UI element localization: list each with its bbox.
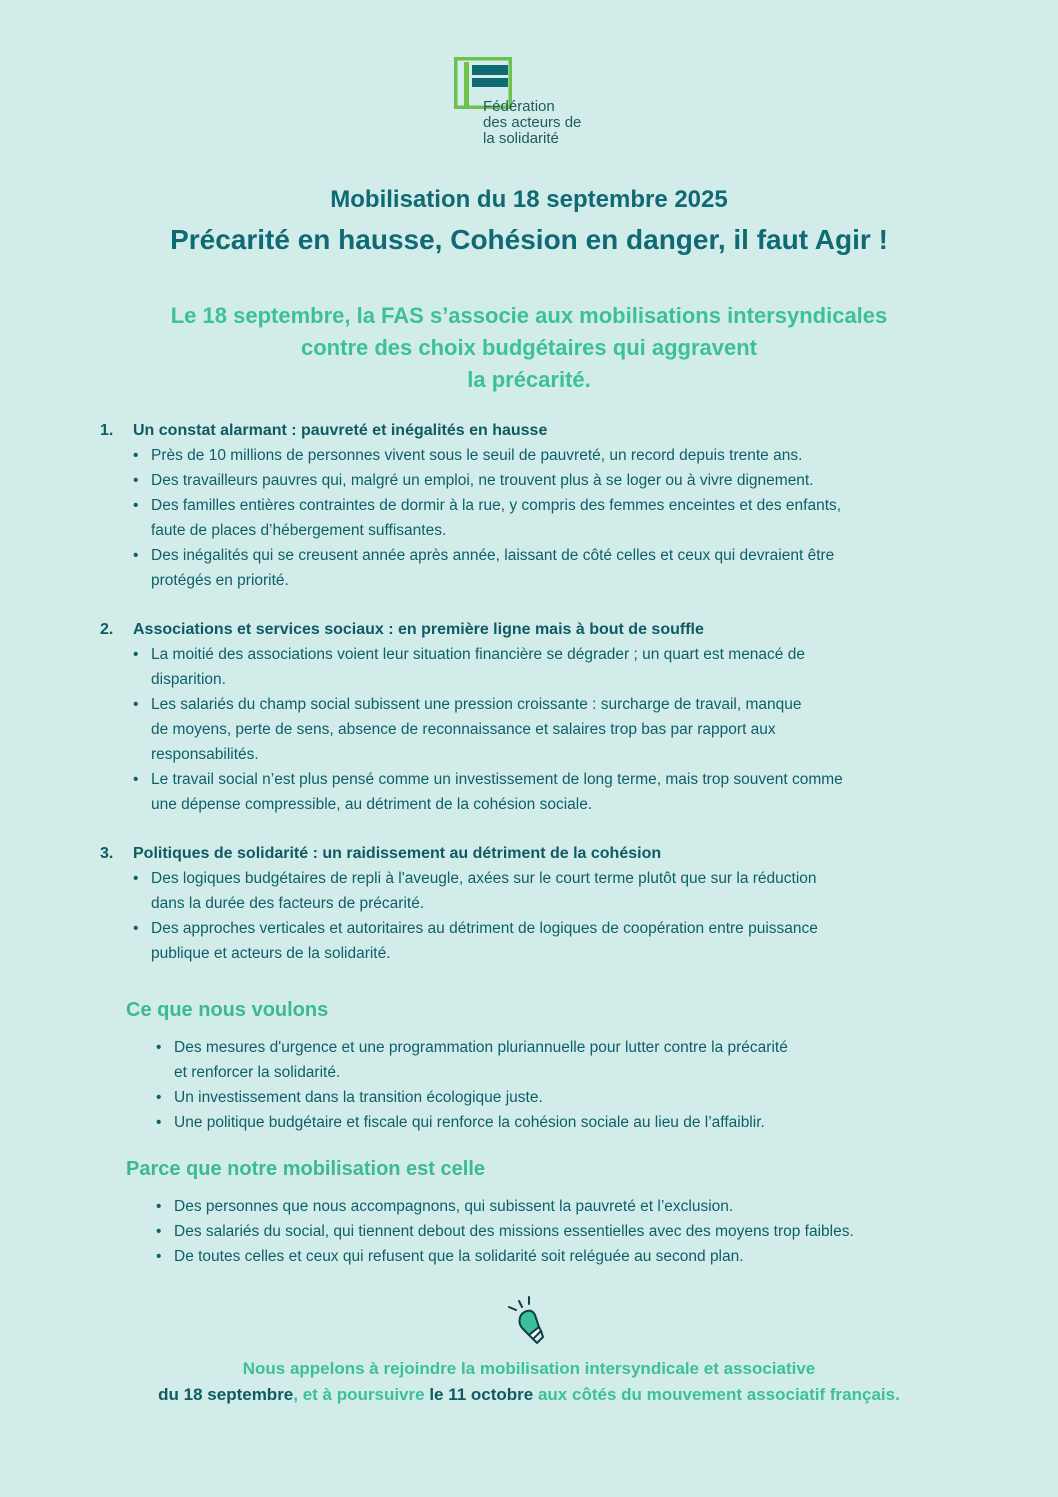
section-list: [133, 866, 960, 966]
intro-line-1: Le 18 septembre, la FAS s’associe aux mobilisations intersyndicales: [170, 303, 888, 328]
list-item-text: une dépense compressible, au détriment de la cohésion sociale.: [151, 796, 593, 813]
list-item-text: • Des logiques budgétaires de repli à l'aveugle, axées sur le court terme plutôt que sur la réduction: [151, 870, 817, 887]
intro-line-2: contre des choix budgétaires qui aggravent: [301, 335, 757, 360]
list-item: [156, 1219, 976, 1244]
list-item: [133, 443, 960, 468]
section-1: [100, 419, 960, 593]
section-2: [100, 618, 960, 817]
because-list-container: [126, 1194, 976, 1269]
list-item-text: responsabilités.: [151, 746, 259, 763]
wants-list: [156, 1035, 976, 1135]
list-item-text: dans la durée des facteurs de précarité.: [151, 895, 425, 912]
list-item-text: • Le travail social n’est plus pensé comme un investissement de long terme, mais trop souvent comme: [151, 771, 843, 788]
list-item-text: et renforcer la solidarité.: [174, 1064, 341, 1081]
closing-line-1: Nous appelons à rejoindre la mobilisation intersyndicale et associative: [242, 1359, 816, 1378]
list-item-text: • Une politique budgétaire et fiscale qui renforce la cohésion sociale au lieu de l’affaiblir.: [174, 1114, 765, 1131]
list-item-text: disparition.: [151, 671, 226, 688]
list-item-text: • La moitié des associations voient leur situation financière se dégrader ; un quart est menacé de: [151, 646, 805, 663]
section-heading: [100, 419, 960, 443]
light-bulb-icon: [505, 1293, 557, 1347]
section-title: Un constat alarmant : pauvreté et inégalités en hausse: [133, 422, 548, 439]
section-heading: [100, 842, 960, 866]
list-item-text: • Près de 10 millions de personnes vivent sous le seuil de pauvreté, un record depuis trente ans.: [151, 447, 803, 464]
section-heading: [100, 618, 960, 642]
list-item-text: faute de places d’hébergement suffisantes.: [151, 522, 447, 539]
section-number: 2.: [100, 621, 114, 638]
list-item-text: protégés en priorité.: [151, 572, 289, 589]
intro-line-3: la précarité.: [467, 367, 591, 392]
list-item: [133, 916, 960, 966]
because-list: [156, 1194, 976, 1269]
list-item: [156, 1110, 976, 1135]
list-item-text: publique et acteurs de la solidarité.: [151, 945, 391, 962]
list-item-text: • Des familles entières contraintes de dormir à la rue, y compris des femmes enceintes et des enfants,: [151, 497, 842, 514]
section-list: [133, 443, 960, 593]
list-item: [156, 1244, 976, 1269]
list-item-text: • Des mesures d'urgence et une programmation pluriannuelle pour lutter contre la précarité: [174, 1039, 788, 1056]
list-item-text: • Des travailleurs pauvres qui, malgré un emploi, ne trouvent plus à se loger ou à vivre dignement.: [151, 472, 814, 489]
list-item: [156, 1085, 976, 1110]
list-item-text: • Un investissement dans la transition écologique juste.: [174, 1089, 543, 1106]
list-item: [133, 642, 960, 692]
list-item-text: • De toutes celles et ceux qui refusent que la solidarité soit reléguée au second plan.: [174, 1248, 744, 1265]
closing-line-2: [0, 1382, 1058, 1408]
list-item-text: • Des salariés du social, qui tiennent debout des missions essentielles avec des moyens trop faibles.: [174, 1223, 854, 1240]
list-item: [133, 468, 960, 493]
title-block: [0, 184, 1058, 260]
intro-text: [100, 300, 958, 396]
section-number: 1.: [100, 422, 114, 439]
logo-wordmark: [483, 99, 581, 147]
section-title: Politiques de solidarité : un raidissement au détriment de la cohésion: [133, 845, 662, 862]
list-item-text: de moyens, perte de sens, absence de reconnaissance et salaires trop bas par rapport aux: [151, 721, 776, 738]
list-item: [133, 866, 960, 916]
list-item-text: • Des personnes que nous accompagnons, qui subissent la pauvreté et l’exclusion.: [174, 1198, 734, 1215]
logo-line-3: la solidarité: [483, 130, 559, 147]
list-item: [133, 493, 960, 543]
page-title: Précarité en hausse, Cohésion en danger, il faut Agir !: [170, 224, 888, 255]
section-number: 3.: [100, 845, 114, 862]
fas-logo: [454, 57, 624, 152]
wants-heading: Ce que nous voulons: [126, 999, 329, 1021]
closing-text-3: aux côtés du mouvement associatif français.: [533, 1385, 900, 1404]
closing-date-1: du 18 septembre: [158, 1385, 294, 1404]
closing-text-2: , et à poursuivre: [293, 1385, 430, 1404]
wants-list-container: [126, 1035, 976, 1135]
list-item: [133, 767, 960, 817]
list-item-text: • Les salariés du champ social subissent une pression croissante : surcharge de travail, manque: [151, 696, 802, 713]
section-title: Associations et services sociaux : en première ligne mais à bout de souffle: [133, 621, 704, 638]
section-3: [100, 842, 960, 966]
logo-line-2: des acteurs de: [483, 114, 582, 131]
logo-line-1: Fédération: [483, 98, 555, 115]
closing-statement: [0, 1356, 1058, 1408]
list-item-text: • Des inégalités qui se creusent année après année, laissant de côté celles et ceux qui devraient être: [151, 547, 835, 564]
closing-date-2: le 11 octobre: [429, 1385, 534, 1404]
list-item-text: • Des approches verticales et autoritaires au détriment de logiques de coopération entre puissance: [151, 920, 818, 937]
because-heading: Parce que notre mobilisation est celle: [126, 1158, 486, 1180]
page-subtitle: Mobilisation du 18 septembre 2025: [330, 186, 728, 213]
section-list: [133, 642, 960, 817]
list-item: [156, 1194, 976, 1219]
list-item: [133, 692, 960, 767]
list-item: [133, 543, 960, 593]
list-item: [156, 1035, 976, 1085]
